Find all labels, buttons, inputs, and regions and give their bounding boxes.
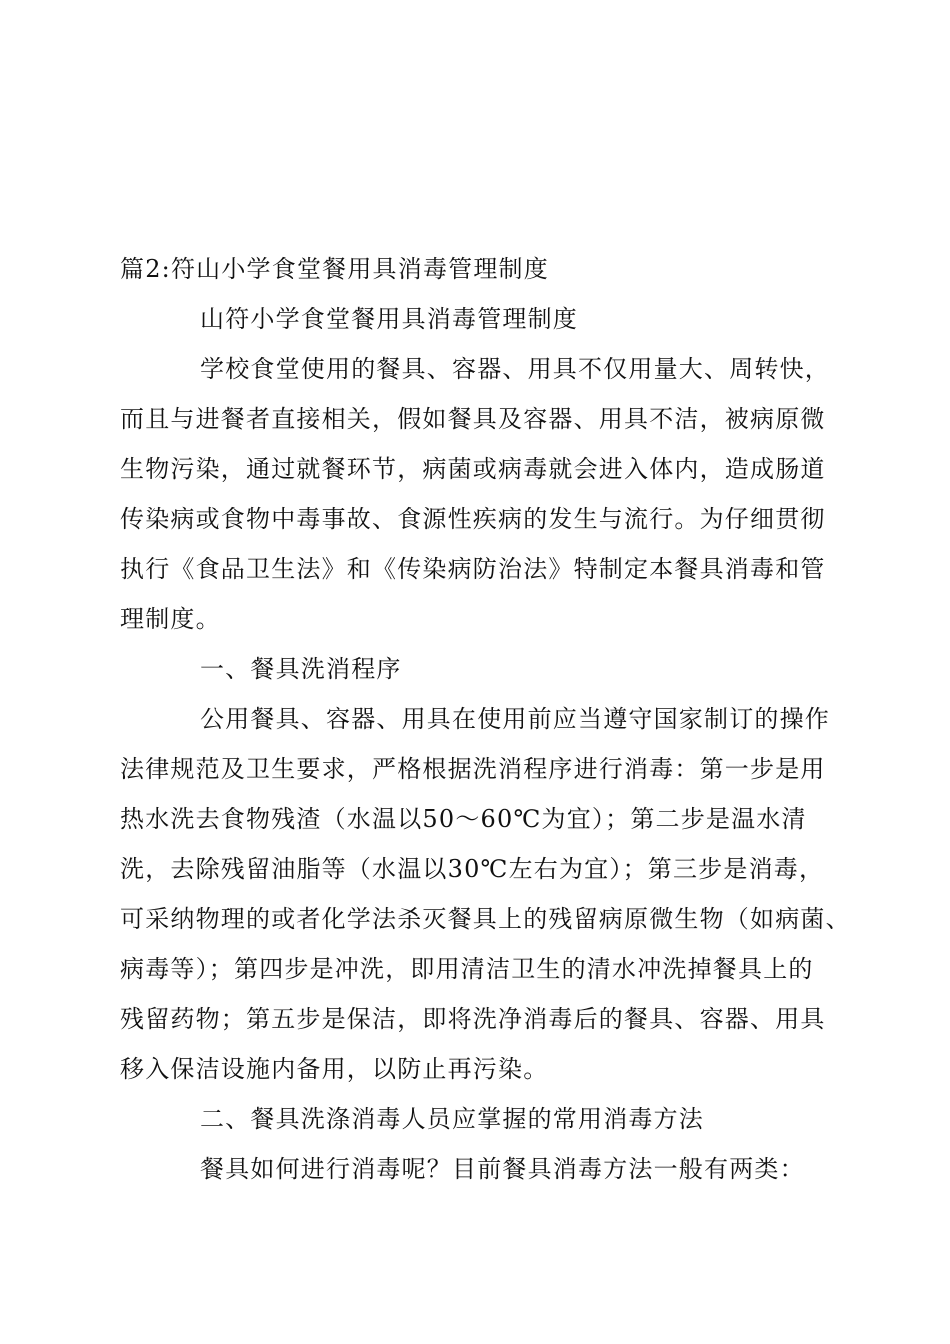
section1-line-7: 残留药物；第五步是保洁，即将洗净消毒后的餐具、容器、用具 bbox=[120, 1005, 826, 1033]
intro-line-4: 传染病或食物中毒事故、食源性疾病的发生与流行。为仔细贯彻 bbox=[120, 505, 826, 533]
section1-line-8: 移入保洁设施内备用，以防止再污染。 bbox=[120, 1055, 549, 1083]
section1-line-4: 洗，去除残留油脂等（水温以30℃左右为宜）；第三步是消毒， bbox=[120, 855, 825, 883]
document-heading: 篇2:符山小学食堂餐用具消毒管理制度 bbox=[120, 255, 549, 283]
section1-line-1: 公用餐具、容器、用具在使用前应当遵守国家制订的操作 bbox=[200, 705, 830, 733]
section1-line-5: 可采纳物理的或者化学法杀灭餐具上的残留病原微生物（如病菌、 bbox=[120, 905, 851, 933]
section1-line-3: 热水洗去食物残渣（水温以50～60℃为宜）；第二步是温水清 bbox=[120, 805, 807, 833]
section1-line-2: 法律规范及卫生要求，严格根据洗消程序进行消毒：第一步是用 bbox=[120, 755, 826, 783]
intro-line-6: 理制度。 bbox=[120, 605, 221, 633]
intro-line-2: 而且与进餐者直接相关，假如餐具及容器、用具不洁，被病原微 bbox=[120, 405, 826, 433]
section2-line-1: 餐具如何进行消毒呢？目前餐具消毒方法一般有两类： bbox=[200, 1155, 805, 1183]
intro-line-3: 生物污染，通过就餐环节，病菌或病毒就会进入体内，造成肠道 bbox=[120, 455, 826, 483]
section2-title: 二、餐具洗涤消毒人员应掌握的常用消毒方法 bbox=[200, 1105, 704, 1133]
section1-line-6: 病毒等）；第四步是冲洗，即用清洁卫生的清水冲洗掉餐具上的 bbox=[120, 955, 814, 983]
intro-line-5: 执行《食品卫生法》和《传染病防治法》特制定本餐具消毒和管 bbox=[120, 555, 826, 583]
intro-line-1: 学校食堂使用的餐具、容器、用具不仅用量大、周转快， bbox=[200, 355, 830, 383]
document-subtitle: 山符小学食堂餐用具消毒管理制度 bbox=[200, 305, 578, 333]
section1-title: 一、餐具洗消程序 bbox=[200, 655, 402, 683]
